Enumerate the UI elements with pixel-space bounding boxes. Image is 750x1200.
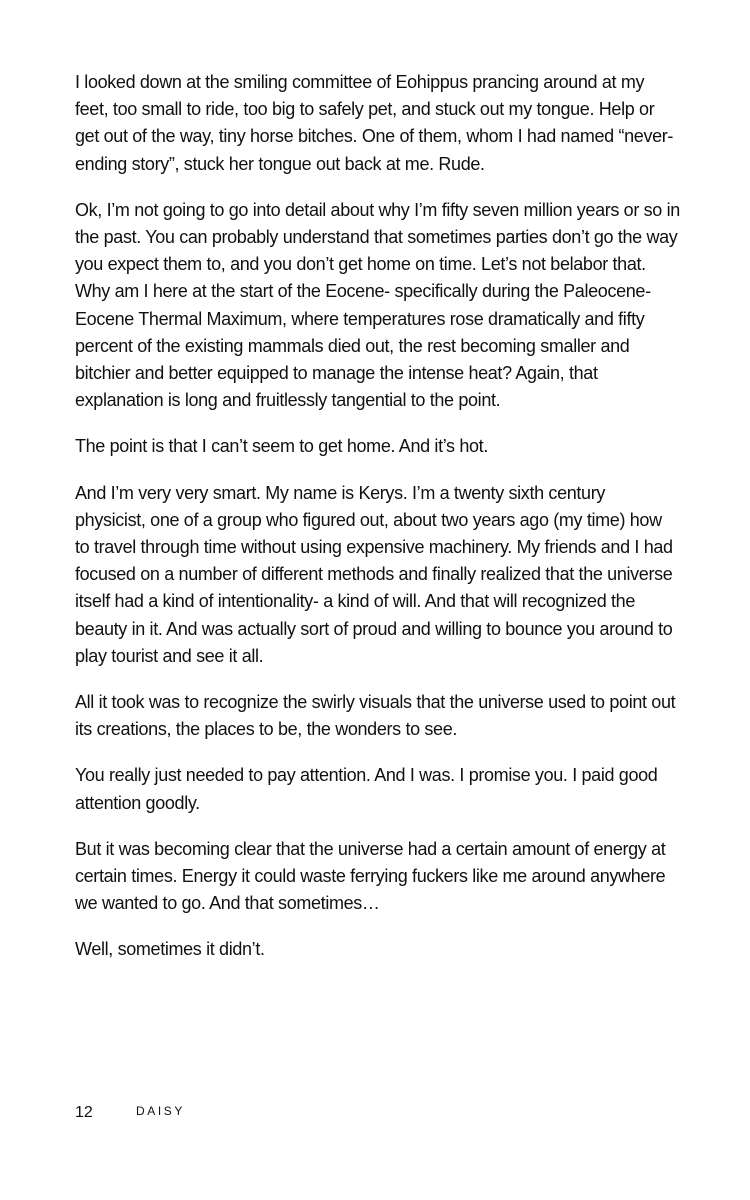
page-footer — [75, 1103, 675, 1127]
running-head: DAISY — [136, 1104, 186, 1118]
paragraph: Well, sometimes it didn’t. — [75, 939, 265, 960]
paragraph: But it was becoming clear that the universe had a certain amount of energy at certain times. Energy it could waste ferrying fuckers like me around anywhere we wanted to go. And that sometimes… — [75, 838, 666, 914]
paragraph: All it took was to recognize the swirly visuals that the universe used to point out its creations, the places to be, the wonders to see. — [75, 692, 676, 740]
paragraph: Ok, I’m not going to go into detail about why I’m fifty seven million years or so in the past. You can probably understand that sometimes parties don’t go the way you expect them to, and you don’t get home on time. Let’s not belabor that. Why am I here at the start of the Eocene- specifically during the Paleocene-Eocene Thermal Maximum, where temperatures rose dramatically and fifty percent of the existing mammals died out, the rest becoming smaller and bitchier and better equipped to manage the intense heat? Again, that explanation is long and fruitlessly tangential to the point. — [75, 199, 680, 411]
paragraph: And I’m very very smart. My name is Kerys. I’m a twenty sixth century physicist, one of a group who figured out, about two years ago (my time) how to travel through time without using expensive machinery. My friends and I had focused on a number of different methods and finally realized that the universe itself had a kind of intentionality- a kind of will. And that will recognized the beauty in it. And was actually sort of proud and willing to bounce you around to play tourist and see it all. — [75, 482, 673, 666]
page-number: 12 — [75, 1104, 93, 1121]
paragraph: You really just needed to pay attention. And I was. I promise you. I paid good attention goodly. — [75, 765, 658, 813]
paragraph: The point is that I can’t seem to get home. And it’s hot. — [75, 436, 488, 457]
paragraph: I looked down at the smiling committee of Eohippus prancing around at my feet, too small to ride, too big to safely pet, and stuck out my tongue. Help or get out of the way, tiny horse bitches. One of them, whom I had named “never-ending story”, stuck her tongue out back at me. Rude. — [75, 72, 674, 174]
body-text — [75, 69, 680, 983]
